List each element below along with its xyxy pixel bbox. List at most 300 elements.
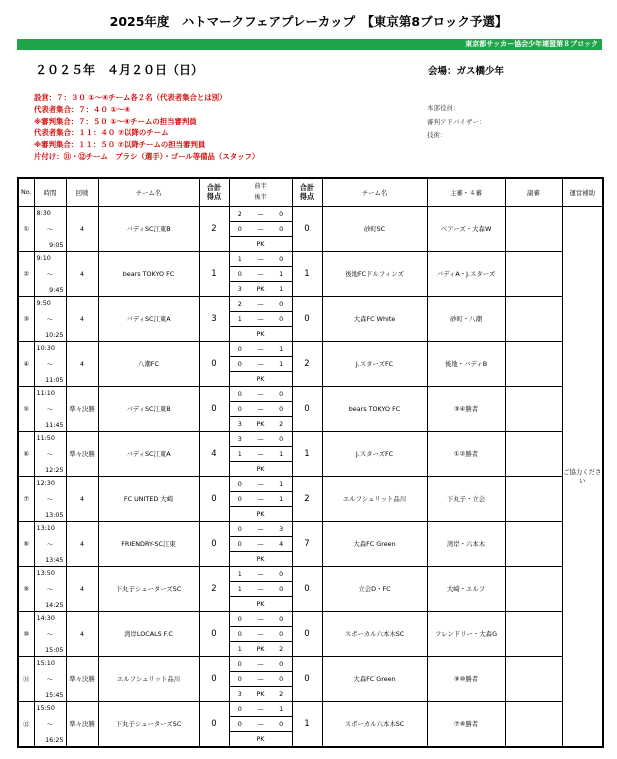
team1-total-score: 2: [199, 566, 229, 611]
right-score: 0: [271, 657, 292, 672]
right-score: 0: [271, 252, 292, 267]
half-scores: [229, 296, 292, 341]
header-referee: 主審・４審: [427, 178, 505, 206]
end-time: 16:25: [45, 735, 64, 744]
match-row: [18, 386, 603, 431]
half-score-row: [230, 612, 292, 627]
score-separator: —: [250, 432, 271, 447]
referee: ベアーズ・大森W: [427, 206, 505, 251]
team1-total-score: 0: [199, 521, 229, 566]
time-separator: 〜: [46, 270, 54, 278]
score-separator: —: [250, 311, 271, 326]
match-time: [34, 611, 66, 656]
score-separator: —: [250, 342, 271, 357]
half-score-row: [230, 446, 292, 461]
referee: 下丸子・立会: [427, 476, 505, 521]
team1-name: FRIENDRY-SC江東: [98, 521, 199, 566]
match-round: 準々決勝: [66, 656, 98, 701]
referee: バディA・J.スターズ: [427, 251, 505, 296]
end-time: 15:05: [45, 645, 64, 654]
support-cell: ご協力ください: [562, 206, 603, 747]
score-separator: —: [250, 252, 271, 267]
half-score-row: [230, 567, 292, 582]
time-separator: 〜: [46, 225, 54, 233]
half-score-row: [230, 266, 292, 281]
pk-score-row: [230, 506, 292, 521]
half-score-row: [230, 657, 292, 672]
referee: ①②勝者: [427, 431, 505, 476]
right-score: 0: [271, 671, 292, 686]
pk-score-row: [230, 461, 292, 476]
right-score: 1: [271, 446, 292, 461]
referee: ③④勝者: [427, 386, 505, 431]
team1-total-score: 0: [199, 476, 229, 521]
assistant-referee: [505, 476, 562, 521]
score-separator: —: [250, 297, 271, 312]
half-score-row: [230, 536, 292, 551]
start-time: 12:30: [36, 478, 55, 487]
match-time: [34, 566, 66, 611]
referee: ⑦⑧勝者: [427, 701, 505, 747]
left-score: 1: [230, 252, 251, 267]
note-line: 片付け：⑪・⑫チーム プラシ（選手）・ゴール等備品（スタッフ）: [34, 151, 260, 161]
start-time: 15:10: [36, 658, 55, 667]
half-score-row: [230, 342, 292, 357]
team1-name: バディSC江東B: [98, 386, 199, 431]
assistant-referee: [505, 206, 562, 251]
match-row: [18, 206, 603, 251]
referee: 湾岸・六本木: [427, 521, 505, 566]
right-score: 1: [271, 702, 292, 717]
start-time: 8:30: [36, 208, 51, 217]
left-score: 3: [237, 284, 242, 293]
time-separator: 〜: [46, 495, 54, 503]
right-score: 1: [271, 342, 292, 357]
match-row: [18, 296, 603, 341]
end-time: 11:05: [45, 375, 64, 384]
referee: ⑨⑩勝者: [427, 656, 505, 701]
match-round: 4: [66, 206, 98, 251]
half-score-row: [230, 401, 292, 416]
right-score: 1: [271, 491, 292, 506]
right-score: 2: [279, 689, 284, 698]
header-total2: 合計 得点: [292, 178, 322, 206]
time-separator: 〜: [46, 315, 54, 323]
score-separator: —: [250, 671, 271, 686]
score-separator: —: [250, 207, 271, 222]
start-time: 15:50: [36, 703, 55, 712]
assistant-referee: [505, 521, 562, 566]
team1-total-score: 0: [199, 386, 229, 431]
team1-name: FC UNITED 大崎: [98, 476, 199, 521]
score-separator: —: [250, 612, 271, 627]
start-time: 11:10: [36, 388, 55, 397]
time-separator: 〜: [46, 360, 54, 368]
half-score-row: [230, 522, 292, 537]
team1-name: 下丸子シューターズSC: [98, 566, 199, 611]
team2-name: bears TOKYO FC: [322, 386, 427, 431]
start-time: 9:10: [36, 253, 51, 262]
right-score: 1: [271, 477, 292, 492]
score-separator: PK: [256, 644, 265, 653]
match-no: ⑤: [18, 386, 34, 431]
team2-name: 大森FC White: [322, 296, 427, 341]
right-score: 0: [271, 387, 292, 402]
note-line: ※審判集合：１１：５０ ⑦以降チームの担当審判員: [34, 140, 206, 150]
referee: フレンドリー・大森G: [427, 611, 505, 656]
score-separator: —: [250, 716, 271, 731]
note-line: ※審判集合：７：５０ ①〜④チームの担当審判員: [34, 116, 197, 126]
right-score: 0: [271, 432, 292, 447]
time-separator: 〜: [46, 675, 54, 683]
team2-name: スポーカル六本木SC: [322, 701, 427, 747]
left-score: 0: [230, 387, 251, 402]
left-score: [230, 371, 251, 386]
match-no: ④: [18, 341, 34, 386]
match-time: [34, 251, 66, 296]
event-date: ２０２５年 ４月２０日（日）: [35, 63, 204, 77]
match-row: [18, 656, 603, 701]
note-line: 設営：７：３０ ①〜④チーム各２名（代表者集合とは別）: [34, 93, 227, 102]
left-score: [230, 506, 251, 521]
right-score: [271, 461, 292, 476]
score-separator: —: [250, 477, 271, 492]
left-score: [230, 236, 251, 251]
match-row: [18, 431, 603, 476]
match-round: 4: [66, 341, 98, 386]
match-time: [34, 386, 66, 431]
team1-name: 湾岸LOCALS F.C: [98, 611, 199, 656]
time-separator: 〜: [46, 720, 54, 728]
match-round: 4: [66, 566, 98, 611]
header-team2: チーム名: [322, 178, 427, 206]
right-score: 2: [279, 644, 284, 653]
left-score: 0: [230, 477, 251, 492]
pk-score-row: [230, 281, 292, 296]
half-scores: [229, 341, 292, 386]
assistant-referee: [505, 656, 562, 701]
right-score: [271, 506, 292, 521]
assistant-referee: [505, 251, 562, 296]
referee: 大崎・エルフ: [427, 566, 505, 611]
half-score-row: [230, 702, 292, 717]
score-separator: —: [250, 387, 271, 402]
half-score-row: [230, 626, 292, 641]
staff-line: 審判アドバイザー：: [427, 117, 486, 126]
right-score: 1: [271, 266, 292, 281]
header-time: 時間: [34, 178, 66, 206]
left-score: 0: [230, 401, 251, 416]
pk-score-row: [230, 686, 292, 701]
match-no: ⑪: [18, 656, 34, 701]
referee: 後地・バディB: [427, 341, 505, 386]
team2-total-score: 0: [292, 611, 322, 656]
half-score-row: [230, 581, 292, 596]
half-score-row: [230, 297, 292, 312]
time-separator: 〜: [46, 585, 54, 593]
header-second-half: 後半: [254, 194, 267, 202]
half-scores: [229, 251, 292, 296]
half-scores: [229, 566, 292, 611]
assistant-referee: [505, 611, 562, 656]
right-score: 0: [271, 401, 292, 416]
team2-total-score: 0: [292, 296, 322, 341]
score-separator: —: [250, 266, 271, 281]
match-round: 4: [66, 296, 98, 341]
left-score: 0: [230, 612, 251, 627]
match-row: [18, 521, 603, 566]
team2-name: 後地FCドルフィンズ: [322, 251, 427, 296]
half-score-row: [230, 671, 292, 686]
score-separator: PK: [256, 554, 265, 563]
left-score: 1: [230, 446, 251, 461]
pk-score-row: [230, 596, 292, 611]
team2-total-score: 0: [292, 566, 322, 611]
team1-total-score: 0: [199, 611, 229, 656]
left-score: [230, 731, 251, 746]
team2-name: 砂町SC: [322, 206, 427, 251]
score-separator: —: [250, 356, 271, 371]
match-round: 4: [66, 611, 98, 656]
left-score: 0: [230, 221, 251, 236]
score-separator: —: [250, 581, 271, 596]
right-score: 2: [279, 419, 284, 428]
pk-score-row: [230, 236, 292, 251]
match-round: 準々決勝: [66, 701, 98, 747]
half-scores: [229, 701, 292, 747]
left-score: 0: [230, 536, 251, 551]
end-time: 15:45: [45, 690, 64, 699]
team2-total-score: 1: [292, 251, 322, 296]
score-separator: PK: [256, 284, 265, 293]
left-score: 2: [230, 297, 251, 312]
half-score-row: [230, 356, 292, 371]
match-no: ③: [18, 296, 34, 341]
end-time: 13:05: [45, 510, 64, 519]
start-time: 13:10: [36, 523, 55, 532]
score-separator: PK: [256, 734, 265, 743]
left-score: 3: [237, 419, 242, 428]
start-time: 14:30: [36, 613, 55, 622]
team2-name: スポーカル六本木SC: [322, 611, 427, 656]
team1-total-score: 0: [199, 701, 229, 747]
right-score: [271, 731, 292, 746]
score-separator: PK: [256, 419, 265, 428]
match-row: [18, 341, 603, 386]
end-time: 9:05: [49, 240, 64, 249]
venue: 会場：ガス橋少年: [428, 66, 505, 77]
score-separator: PK: [256, 599, 265, 608]
right-score: 0: [271, 207, 292, 222]
pk-score-row: [230, 551, 292, 566]
match-row: [18, 701, 603, 747]
team2-name: エルフシュリット品川: [322, 476, 427, 521]
match-row: [18, 566, 603, 611]
right-score: 0: [271, 221, 292, 236]
team1-name: bears TOKYO FC: [98, 251, 199, 296]
notes-block: [34, 92, 259, 163]
time-separator: 〜: [46, 450, 54, 458]
time-separator: 〜: [46, 540, 54, 548]
header-round: 回戦: [66, 178, 98, 206]
match-no: ⑥: [18, 431, 34, 476]
score-separator: —: [250, 221, 271, 236]
end-time: 13:45: [45, 555, 64, 564]
referee: 砂町・八潮: [427, 296, 505, 341]
right-score: [271, 326, 292, 341]
header-team1: チーム名: [98, 178, 199, 206]
start-time: 10:30: [36, 343, 55, 352]
score-separator: PK: [256, 689, 265, 698]
score-separator: PK: [256, 464, 265, 473]
pk-score-row: [230, 641, 292, 656]
left-score: 2: [230, 207, 251, 222]
half-score-row: [230, 207, 292, 222]
header-support: 運営補助: [562, 178, 603, 206]
match-time: [34, 521, 66, 566]
header-assistant: 副審: [505, 178, 562, 206]
start-time: 11:50: [36, 433, 55, 442]
team1-total-score: 3: [199, 296, 229, 341]
team2-total-score: 1: [292, 701, 322, 747]
right-score: 0: [271, 567, 292, 582]
left-score: [230, 596, 251, 611]
left-score: 1: [230, 581, 251, 596]
schedule-table: [17, 177, 604, 748]
right-score: [271, 551, 292, 566]
score-separator: —: [250, 567, 271, 582]
left-score: [230, 551, 251, 566]
start-time: 13:50: [36, 568, 55, 577]
right-score: 0: [271, 626, 292, 641]
team2-total-score: 0: [292, 386, 322, 431]
assistant-referee: [505, 701, 562, 747]
end-time: 14:25: [45, 600, 64, 609]
left-score: 0: [230, 716, 251, 731]
team1-total-score: 2: [199, 206, 229, 251]
half-score-row: [230, 387, 292, 402]
page-title: 2025年度 ハトマークフェアプレーカップ 【東京第8ブロック予選】: [109, 14, 508, 29]
match-row: [18, 251, 603, 296]
team1-name: 下丸子シューターズSC: [98, 701, 199, 747]
left-score: 0: [230, 671, 251, 686]
right-score: 0: [271, 581, 292, 596]
left-score: [230, 461, 251, 476]
score-separator: —: [250, 401, 271, 416]
left-score: [230, 326, 251, 341]
right-score: 4: [271, 536, 292, 551]
team1-total-score: 4: [199, 431, 229, 476]
right-score: [271, 596, 292, 611]
match-time: [34, 431, 66, 476]
left-score: 0: [230, 626, 251, 641]
match-round: 準々決勝: [66, 386, 98, 431]
right-score: 3: [271, 522, 292, 537]
half-score-row: [230, 252, 292, 267]
score-separator: —: [250, 702, 271, 717]
score-separator: —: [250, 536, 271, 551]
team2-total-score: 1: [292, 431, 322, 476]
score-separator: —: [250, 657, 271, 672]
team1-name: バディSC江東A: [98, 296, 199, 341]
org-banner: [17, 39, 602, 50]
left-score: 0: [230, 266, 251, 281]
match-round: 準々決勝: [66, 431, 98, 476]
score-separator: —: [250, 522, 271, 537]
match-no: ⑦: [18, 476, 34, 521]
header-first-half: 前半: [254, 183, 267, 191]
half-scores: [229, 431, 292, 476]
left-score: 0: [230, 491, 251, 506]
team1-name: エルフシュリット品川: [98, 656, 199, 701]
half-score-row: [230, 491, 292, 506]
match-round: 4: [66, 476, 98, 521]
team2-total-score: 0: [292, 656, 322, 701]
left-score: 1: [237, 644, 242, 653]
left-score: 3: [230, 432, 251, 447]
match-time: [34, 701, 66, 747]
half-scores: [229, 476, 292, 521]
match-time: [34, 656, 66, 701]
team1-name: バディSC江東B: [98, 206, 199, 251]
staff-line: 本部役員：: [427, 104, 460, 112]
half-scores: [229, 611, 292, 656]
assistant-referee: [505, 296, 562, 341]
pk-score-row: [230, 731, 292, 746]
score-separator: —: [250, 491, 271, 506]
match-time: [34, 341, 66, 386]
note-line: 代表者集合：１１：４０ ⑦以降のチーム: [34, 128, 169, 138]
header-total1: 合計 得点: [199, 178, 229, 206]
end-time: 10:25: [45, 330, 64, 339]
right-score: 0: [271, 612, 292, 627]
assistant-referee: [505, 341, 562, 386]
right-score: 1: [271, 356, 292, 371]
team1-total-score: 0: [199, 656, 229, 701]
right-score: 0: [271, 311, 292, 326]
note-line: 代表者集合：７：４０ ①〜④: [34, 104, 131, 114]
match-no: ⑩: [18, 611, 34, 656]
team1-total-score: 0: [199, 341, 229, 386]
match-no: ①: [18, 206, 34, 251]
score-separator: —: [250, 626, 271, 641]
pk-score-row: [230, 326, 292, 341]
match-round: 4: [66, 251, 98, 296]
team2-total-score: 2: [292, 476, 322, 521]
match-no: ⑨: [18, 566, 34, 611]
match-no: ⑧: [18, 521, 34, 566]
team2-name: 大森FC Green: [322, 656, 427, 701]
match-row: [18, 476, 603, 521]
left-score: 1: [230, 311, 251, 326]
half-scores: [229, 521, 292, 566]
org-name: 東京都サッカー協会少年連盟第８ブロック: [465, 40, 598, 48]
half-score-row: [230, 311, 292, 326]
end-time: 9:45: [49, 285, 64, 294]
assistant-referee: [505, 386, 562, 431]
score-separator: PK: [256, 509, 265, 518]
header-row: [18, 178, 603, 206]
left-score: 3: [237, 689, 242, 698]
team2-total-score: 0: [292, 206, 322, 251]
team2-total-score: 7: [292, 521, 322, 566]
team2-name: 大森FC Green: [322, 521, 427, 566]
right-score: 1: [279, 284, 284, 293]
half-score-row: [230, 716, 292, 731]
header-halves: [229, 178, 292, 206]
staff-line: 技術：: [427, 131, 447, 139]
team2-name: J.スターズFC: [322, 341, 427, 386]
